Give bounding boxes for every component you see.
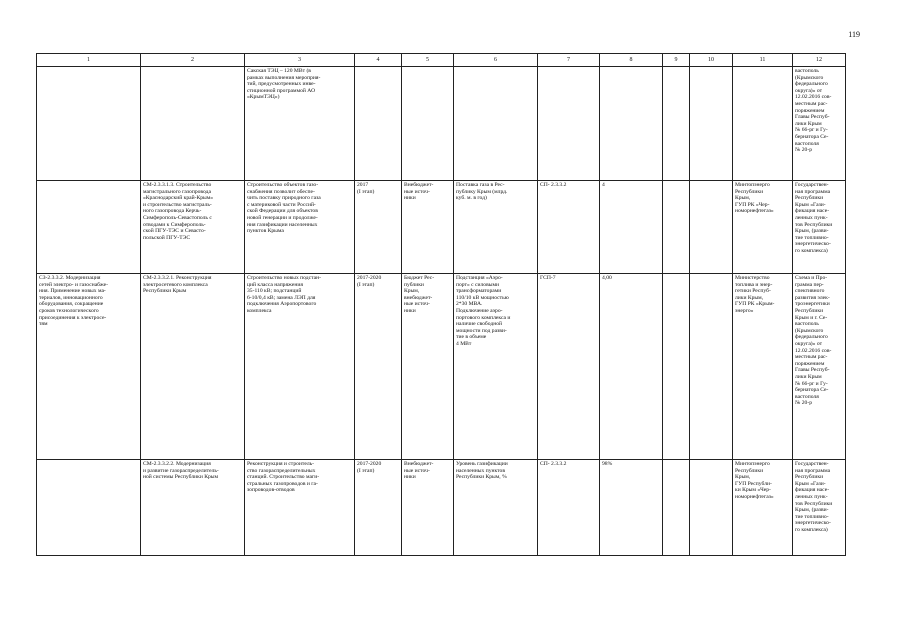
cell: Схема и Про- грамма пер- спективного развития элек- троэнергетики Республики Крым и г. Се- вастополь (Крымского федерального округа)» от 12.02.2016 сов- местным рас- поряжением Главы Респуб- лики Крым № 66-рг и Гу- бернатора Се- вастополя № 20-р <box>793 274 846 460</box>
cell <box>402 67 454 181</box>
cell: Министерство топлива и энер- гетики Респуб- лики Крым, ГУП РК «Крым- энерго» <box>733 274 793 460</box>
cell: 4 <box>600 181 663 274</box>
cell: Поставка газа в Рес- публику Крым (млрд. куб. м. в год) <box>454 181 538 274</box>
col-9-header: 9 <box>663 54 690 67</box>
table-row <box>37 181 846 274</box>
cell <box>663 181 690 274</box>
cell: 2017-2020 (I этап) <box>355 274 402 460</box>
program-table <box>36 53 846 556</box>
cell: Строительство новых подстан- ций класса напряжения 35-110 кВ; подстанций 6-10/0,4 кВ; замена ЛЭП для подключения Аэропортового комплекса <box>245 274 355 460</box>
cell: Подстанция «Аэро- порт» с силовыми трансформаторами 110/10 кВ мощностью 2*30 МВА. Подключение аэро- портового комплекса и наличие свободной мощности под разви- тие в объеме 4 МВт <box>454 274 538 460</box>
cell: СП- 2.3.3.2 <box>538 181 600 274</box>
cell <box>733 67 793 181</box>
cell: СМ-2.3.3.2.2. Модернизация и развитие газораспределитель- ной системы Республики Крым <box>141 460 245 556</box>
col-7-header: 7 <box>538 54 600 67</box>
cell: СМ-2.3.3.1.3. Строительство магистрального газопровода «Краснодарский край-Крым» и строительство магистраль- ного газопровода Керчь- Симферополь-Севастополь с отводами к Симферополь- ской ПГУ-ТЭС и Севасто- польской ПГУ-ТЭС <box>141 181 245 274</box>
cell: СП- 2.3.3.2 <box>538 460 600 556</box>
table-row <box>37 460 846 556</box>
cell: Минтопэнерго Республики Крым, ГУП Республи- ки Крым «Чер- номорнефтегаз» <box>733 460 793 556</box>
cell: Внебюджет- ные источ- ники <box>402 181 454 274</box>
cell <box>663 460 690 556</box>
col-2-header: 2 <box>141 54 245 67</box>
cell: 4,00 <box>600 274 663 460</box>
table-header <box>37 54 846 67</box>
cell: Реконструкция и строитель- ство газораспределительных станций. Строительство маги- стральных газопроводов и га- зопроводов-отводов <box>245 460 355 556</box>
cell <box>454 67 538 181</box>
cell: Бюджет Рес- публики Крым, внебюджет- ные источ- ники <box>402 274 454 460</box>
cell: Государствен- ная программа Республики Крым «Гази- фикация насе- ленных пунк- тов Республики Крым, (разви- тие топливно- энергетическо- го комплекса) <box>793 181 846 274</box>
col-1-header: 1 <box>37 54 141 67</box>
cell <box>355 67 402 181</box>
cell <box>600 67 663 181</box>
table-row <box>37 274 846 460</box>
col-12-header: 12 <box>793 54 846 67</box>
col-3-header: 3 <box>245 54 355 67</box>
col-5-header: 5 <box>402 54 454 67</box>
cell <box>690 67 733 181</box>
cell <box>141 67 245 181</box>
col-4-header: 4 <box>355 54 402 67</box>
cell: 2017-2020 (I этап) <box>355 460 402 556</box>
cell: Строительство объектов газо- снабжения позволит обеспе- чить поставку природного газа с материковой части Россий- ской Федерации для объектов новой генерации и продолже- ния газификации населенных пунктов Крыма <box>245 181 355 274</box>
cell: вастополь (Крымского федерального округа)» от 12.02.2016 сов- местным рас- поряжением Главы Респуб- лики Крым № 66-рг и Гу- бернатора Се- вастополя № 20-р <box>793 67 846 181</box>
cell: Внебюджет- ные источ- ники <box>402 460 454 556</box>
cell: Уровень газификации населенных пунктов Республики Крым, % <box>454 460 538 556</box>
cell <box>37 460 141 556</box>
cell <box>690 181 733 274</box>
cell: 2017 (I этап) <box>355 181 402 274</box>
cell <box>690 274 733 460</box>
col-10-header: 10 <box>690 54 733 67</box>
cell <box>538 67 600 181</box>
col-6-header: 6 <box>454 54 538 67</box>
cell <box>37 181 141 274</box>
cell <box>663 67 690 181</box>
cell: ГСП-7 <box>538 274 600 460</box>
cell: СЗ-2.3.3.2. Модернизация сетей электро- и газоснабже- ния. Применение новых ма- териалов, инновационного оборудования, сокращение сроков технологического присоединения к электросе- тям <box>37 274 141 460</box>
page-number: 119 <box>848 30 860 39</box>
cell <box>663 274 690 460</box>
cell <box>690 460 733 556</box>
cell <box>37 67 141 181</box>
col-11-header: 11 <box>733 54 793 67</box>
cell: СМ-2.3.3.2.1. Реконструкция электросетевого комплекса Республики Крым <box>141 274 245 460</box>
table-row <box>37 67 846 181</box>
cell: 98% <box>600 460 663 556</box>
cell: Государствен- ная программа Республики Крым «Гази- фикация насе- ленных пунк- тов Республики Крым, (разви- тие топливно- энергетическо- го комплекса) <box>793 460 846 556</box>
cell: Сакская ТЭЦ – 120 МВт (в рамках выполнения мероприя- тий, предусмотренных инве- стиционной программой АО «КрымТЭЦ») <box>245 67 355 181</box>
col-8-header: 8 <box>600 54 663 67</box>
cell: Минтопэнерго Республики Крым, ГУП РК «Чер- номорнефтегаз» <box>733 181 793 274</box>
